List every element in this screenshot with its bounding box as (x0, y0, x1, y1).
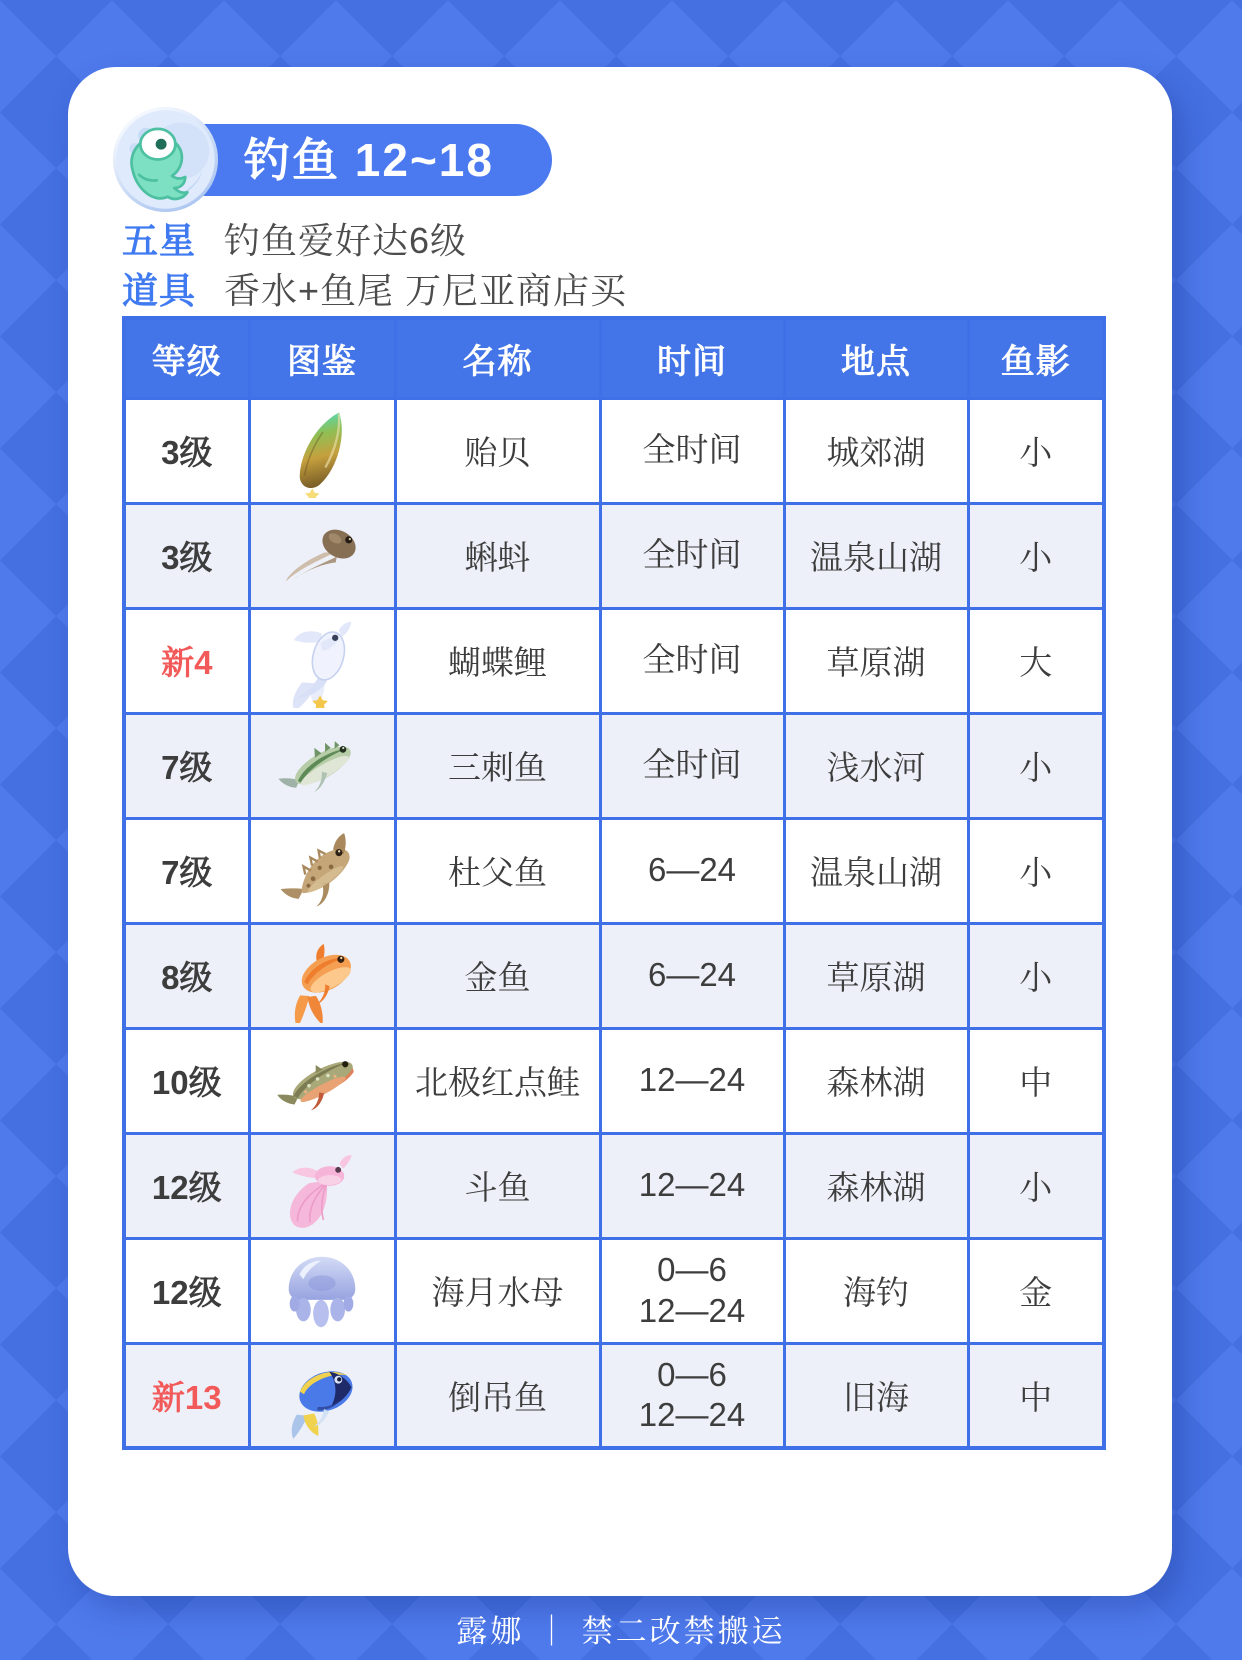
name-cell: 金鱼 (395, 923, 600, 1028)
info-text: 钓鱼爱好达6级 (224, 220, 468, 261)
level-cell: 新4 (124, 608, 249, 713)
info-line-stars (122, 213, 627, 263)
location-cell: 城郊湖 (784, 398, 968, 503)
guide-card (68, 67, 1172, 1596)
shadow-cell: 小 (968, 818, 1104, 923)
column-header-time: 时间 (600, 318, 784, 398)
level-cell: 3级 (124, 503, 249, 608)
shadow-cell: 中 (968, 1028, 1104, 1133)
column-header-icon: 图鉴 (249, 318, 395, 398)
credit-footer: 露娜 ｜ 禁二改禁搬运 (456, 1613, 786, 1649)
fish-table (122, 316, 1106, 1450)
location-cell: 草原湖 (784, 923, 968, 1028)
location-cell: 旧海 (784, 1343, 968, 1448)
goldfish-icon (251, 929, 394, 1023)
shadow-cell: 小 (968, 398, 1104, 503)
table-row (124, 1238, 1104, 1343)
shadow-cell: 小 (968, 713, 1104, 818)
info-text: 香水+鱼尾 万尼亚商店买 (224, 270, 628, 311)
name-cell: 三刺鱼 (395, 713, 600, 818)
column-header-shadow: 鱼影 (968, 318, 1104, 398)
info-line-items (122, 263, 627, 313)
table-row (124, 503, 1104, 608)
name-cell: 北极红点鲑 (395, 1028, 600, 1133)
table-row (124, 608, 1104, 713)
table-row (124, 1028, 1104, 1133)
info-lines (122, 213, 627, 313)
time-cell (600, 818, 784, 923)
level-cell: 12级 (124, 1133, 249, 1238)
tadpole-icon (251, 509, 394, 603)
moon-jellyfish-icon (251, 1244, 394, 1338)
time-line: 6—24 (647, 956, 737, 994)
location-cell: 森林湖 (784, 1028, 968, 1133)
name-cell: 海月水母 (395, 1238, 600, 1343)
level-cell: 7级 (124, 818, 249, 923)
location-cell: 浅水河 (784, 713, 968, 818)
time-line: 全时间 (642, 431, 742, 469)
time-cell (600, 608, 784, 713)
location-cell: 海钓 (784, 1238, 968, 1343)
time-line: 12—24 (638, 1166, 746, 1204)
time-line: 0—6 (657, 1251, 727, 1289)
table-row (124, 923, 1104, 1028)
time-line: 全时间 (642, 641, 742, 679)
column-header-name: 名称 (395, 318, 600, 398)
table-row (124, 818, 1104, 923)
mussel-icon (251, 404, 394, 498)
location-cell: 温泉山湖 (784, 503, 968, 608)
icon-cell (249, 1028, 395, 1133)
time-cell (600, 1343, 784, 1448)
time-cell (600, 1238, 784, 1343)
fish-bubble-icon-art (113, 107, 218, 212)
name-cell: 杜父鱼 (395, 818, 600, 923)
level-cell: 3级 (124, 398, 249, 503)
level-cell: 12级 (124, 1238, 249, 1343)
table-row (124, 713, 1104, 818)
time-cell (600, 713, 784, 818)
betta-icon (251, 1139, 394, 1233)
time-line: 12—24 (638, 1396, 746, 1434)
table-row (124, 398, 1104, 503)
name-cell: 倒吊鱼 (395, 1343, 600, 1448)
location-cell: 温泉山湖 (784, 818, 968, 923)
shadow-cell: 小 (968, 503, 1104, 608)
location-cell: 草原湖 (784, 608, 968, 713)
butterfly-koi-icon (251, 614, 394, 708)
table-row (124, 1133, 1104, 1238)
icon-cell (249, 608, 395, 713)
shadow-cell: 金 (968, 1238, 1104, 1343)
shadow-cell: 小 (968, 1133, 1104, 1238)
blue-tang-icon (251, 1348, 394, 1442)
table-header (124, 318, 1104, 398)
shadow-cell: 中 (968, 1343, 1104, 1448)
level-cell: 新13 (124, 1343, 249, 1448)
time-line: 全时间 (642, 746, 742, 784)
shadow-cell: 大 (968, 608, 1104, 713)
time-cell (600, 398, 784, 503)
name-cell: 蝌蚪 (395, 503, 600, 608)
time-line: 12—24 (638, 1061, 746, 1099)
location-cell: 森林湖 (784, 1133, 968, 1238)
level-cell: 8级 (124, 923, 249, 1028)
icon-cell (249, 1238, 395, 1343)
icon-cell (249, 818, 395, 923)
level-cell: 7级 (124, 713, 249, 818)
name-cell: 贻贝 (395, 398, 600, 503)
fish-bubble-icon (113, 107, 218, 212)
name-cell: 蝴蝶鲤 (395, 608, 600, 713)
column-header-level: 等级 (124, 318, 249, 398)
level-cell: 10级 (124, 1028, 249, 1133)
icon-cell (249, 1343, 395, 1448)
info-label: 道具 (122, 270, 197, 311)
fish-table-body (124, 398, 1104, 1448)
time-line: 12—24 (638, 1291, 746, 1329)
time-cell (600, 1028, 784, 1133)
table-row (124, 1343, 1104, 1448)
info-label: 五星 (122, 220, 197, 261)
icon-cell (249, 398, 395, 503)
time-cell (600, 923, 784, 1028)
sculpin-icon (251, 824, 394, 918)
name-cell: 斗鱼 (395, 1133, 600, 1238)
arctic-char-icon (251, 1034, 394, 1128)
time-line: 全时间 (642, 536, 742, 574)
stickleback-icon (251, 719, 394, 813)
time-cell (600, 503, 784, 608)
guide-header (113, 107, 552, 212)
shadow-cell: 小 (968, 923, 1104, 1028)
page-title: 钓鱼 12~18 (144, 124, 552, 196)
icon-cell (249, 1133, 395, 1238)
icon-cell (249, 923, 395, 1028)
column-header-location: 地点 (784, 318, 968, 398)
time-line: 0—6 (657, 1356, 727, 1393)
table-header-row (124, 318, 1104, 398)
icon-cell (249, 503, 395, 608)
time-line: 6—24 (647, 851, 737, 889)
time-cell (600, 1133, 784, 1238)
icon-cell (249, 713, 395, 818)
